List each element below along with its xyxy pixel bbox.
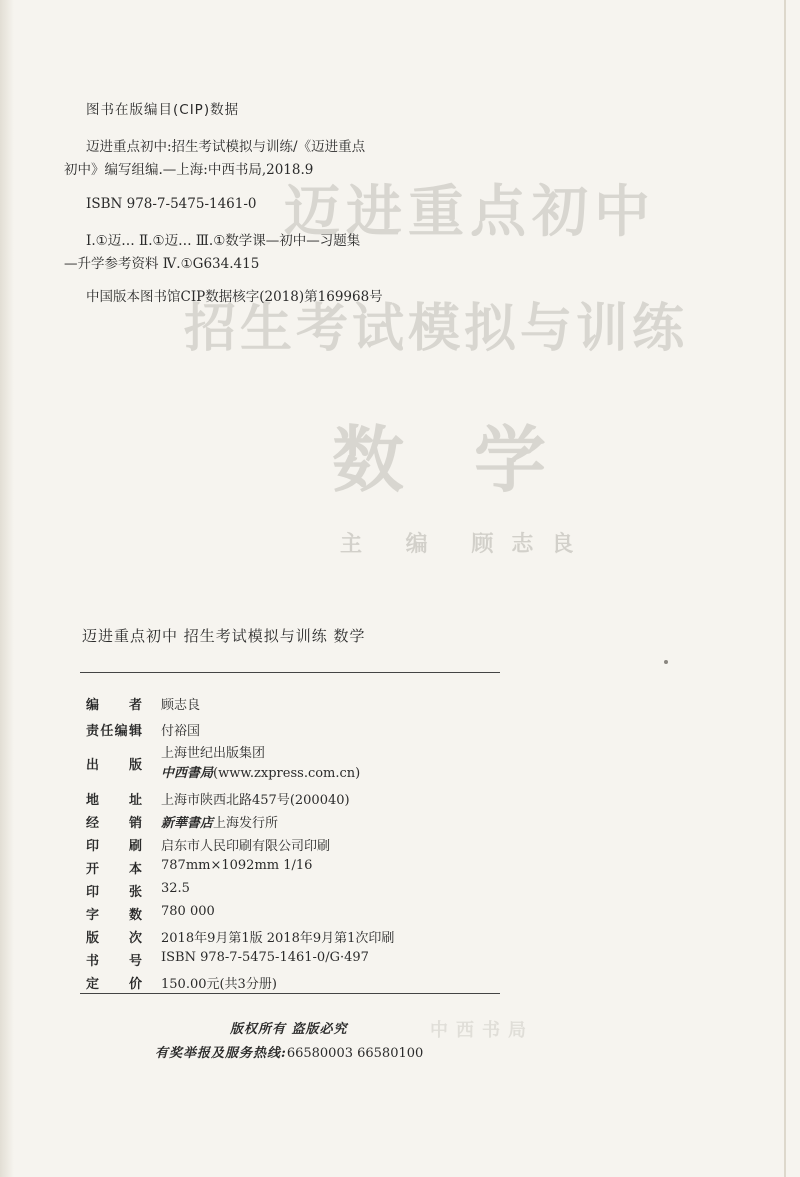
row-value: 787mm×1092mm 1/16 [161,858,313,873]
row-label: 责 任 编 辑 [86,724,142,739]
hotline [155,1042,423,1061]
cip-line: Ⅰ.①迈… Ⅱ.①迈… Ⅲ.①数学课—初中—习题集 [86,233,361,249]
hotline-label: 有奖举报及服务热线: [155,1046,287,1061]
row-value: 启东市人民印刷有限公司印刷 [161,839,331,854]
row-value: ISBN 978-7-5475-1461-0/G·497 [161,950,369,965]
show-through-subtitle: 招生考试模拟与训练 [184,299,689,359]
row-value: 32.5 [161,881,190,896]
book-title: 迈进重点初中 招生考试模拟与训练 数学 [82,627,366,645]
row-label: 印 张 [86,885,142,900]
copyright-notice: 版权所有 盗版必究 [230,1022,348,1037]
cip-line: —升学参考资料 Ⅳ.①G634.415 [64,256,260,272]
show-through-title: 迈进重点初中 [284,180,656,245]
cip-isbn: ISBN 978-7-5475-1461-0 [86,196,257,212]
row-label: 出 版 [86,758,142,773]
row-label: 地 址 [86,793,142,808]
row-value: 2018年9月第1版 2018年9月第1次印刷 [161,931,395,946]
divider [80,993,500,994]
divider [80,672,500,673]
show-through-editor: 主 编 顾志良 [340,532,592,557]
row-value: 780 000 [161,904,215,919]
row-label: 版 次 [86,931,142,946]
row-value: 顾志良 [161,698,201,713]
distributor-brand: 新華書店 [161,816,214,831]
row-label: 字 数 [86,908,142,923]
cip-line: 初中》编写组编.—上海:中西书局,2018.9 [64,162,314,178]
publisher-brand: 中西書局 [161,766,214,781]
paper-speck [664,660,668,664]
hotline-numbers: 66580003 66580100 [286,1046,424,1061]
show-through-publisher: 中西书局 [430,1020,534,1041]
cip-line: 迈进重点初中:招生考试模拟与训练/《迈进重点 [86,139,366,155]
cip-record-number: 中国版本图书馆CIP数据核字(2018)第169968号 [86,289,383,305]
row-value: 新華書店上海发行所 [161,816,279,831]
row-label: 开 本 [86,862,142,877]
row-value: 上海世纪出版集团 [161,746,266,761]
show-through-subject: 数学 [332,418,617,502]
publisher-url: (www.zxpress.com.cn) [213,766,361,781]
row-value: 付裕国 [161,724,201,739]
binding-shadow [0,0,14,1177]
row-label: 印 刷 [86,839,142,854]
cip-heading: 图书在版编目(CIP)数据 [86,102,240,118]
row-value: 150.00元(共3分册) [161,977,277,992]
row-label: 定 价 [86,977,142,992]
row-value: 上海市陕西北路457号(200040) [161,793,350,808]
row-label: 经 销 [86,816,142,831]
page-edge [784,0,786,1177]
row-label: 书 号 [86,954,142,969]
row-value-secondary [161,762,360,781]
row-label: 编 者 [86,698,142,713]
